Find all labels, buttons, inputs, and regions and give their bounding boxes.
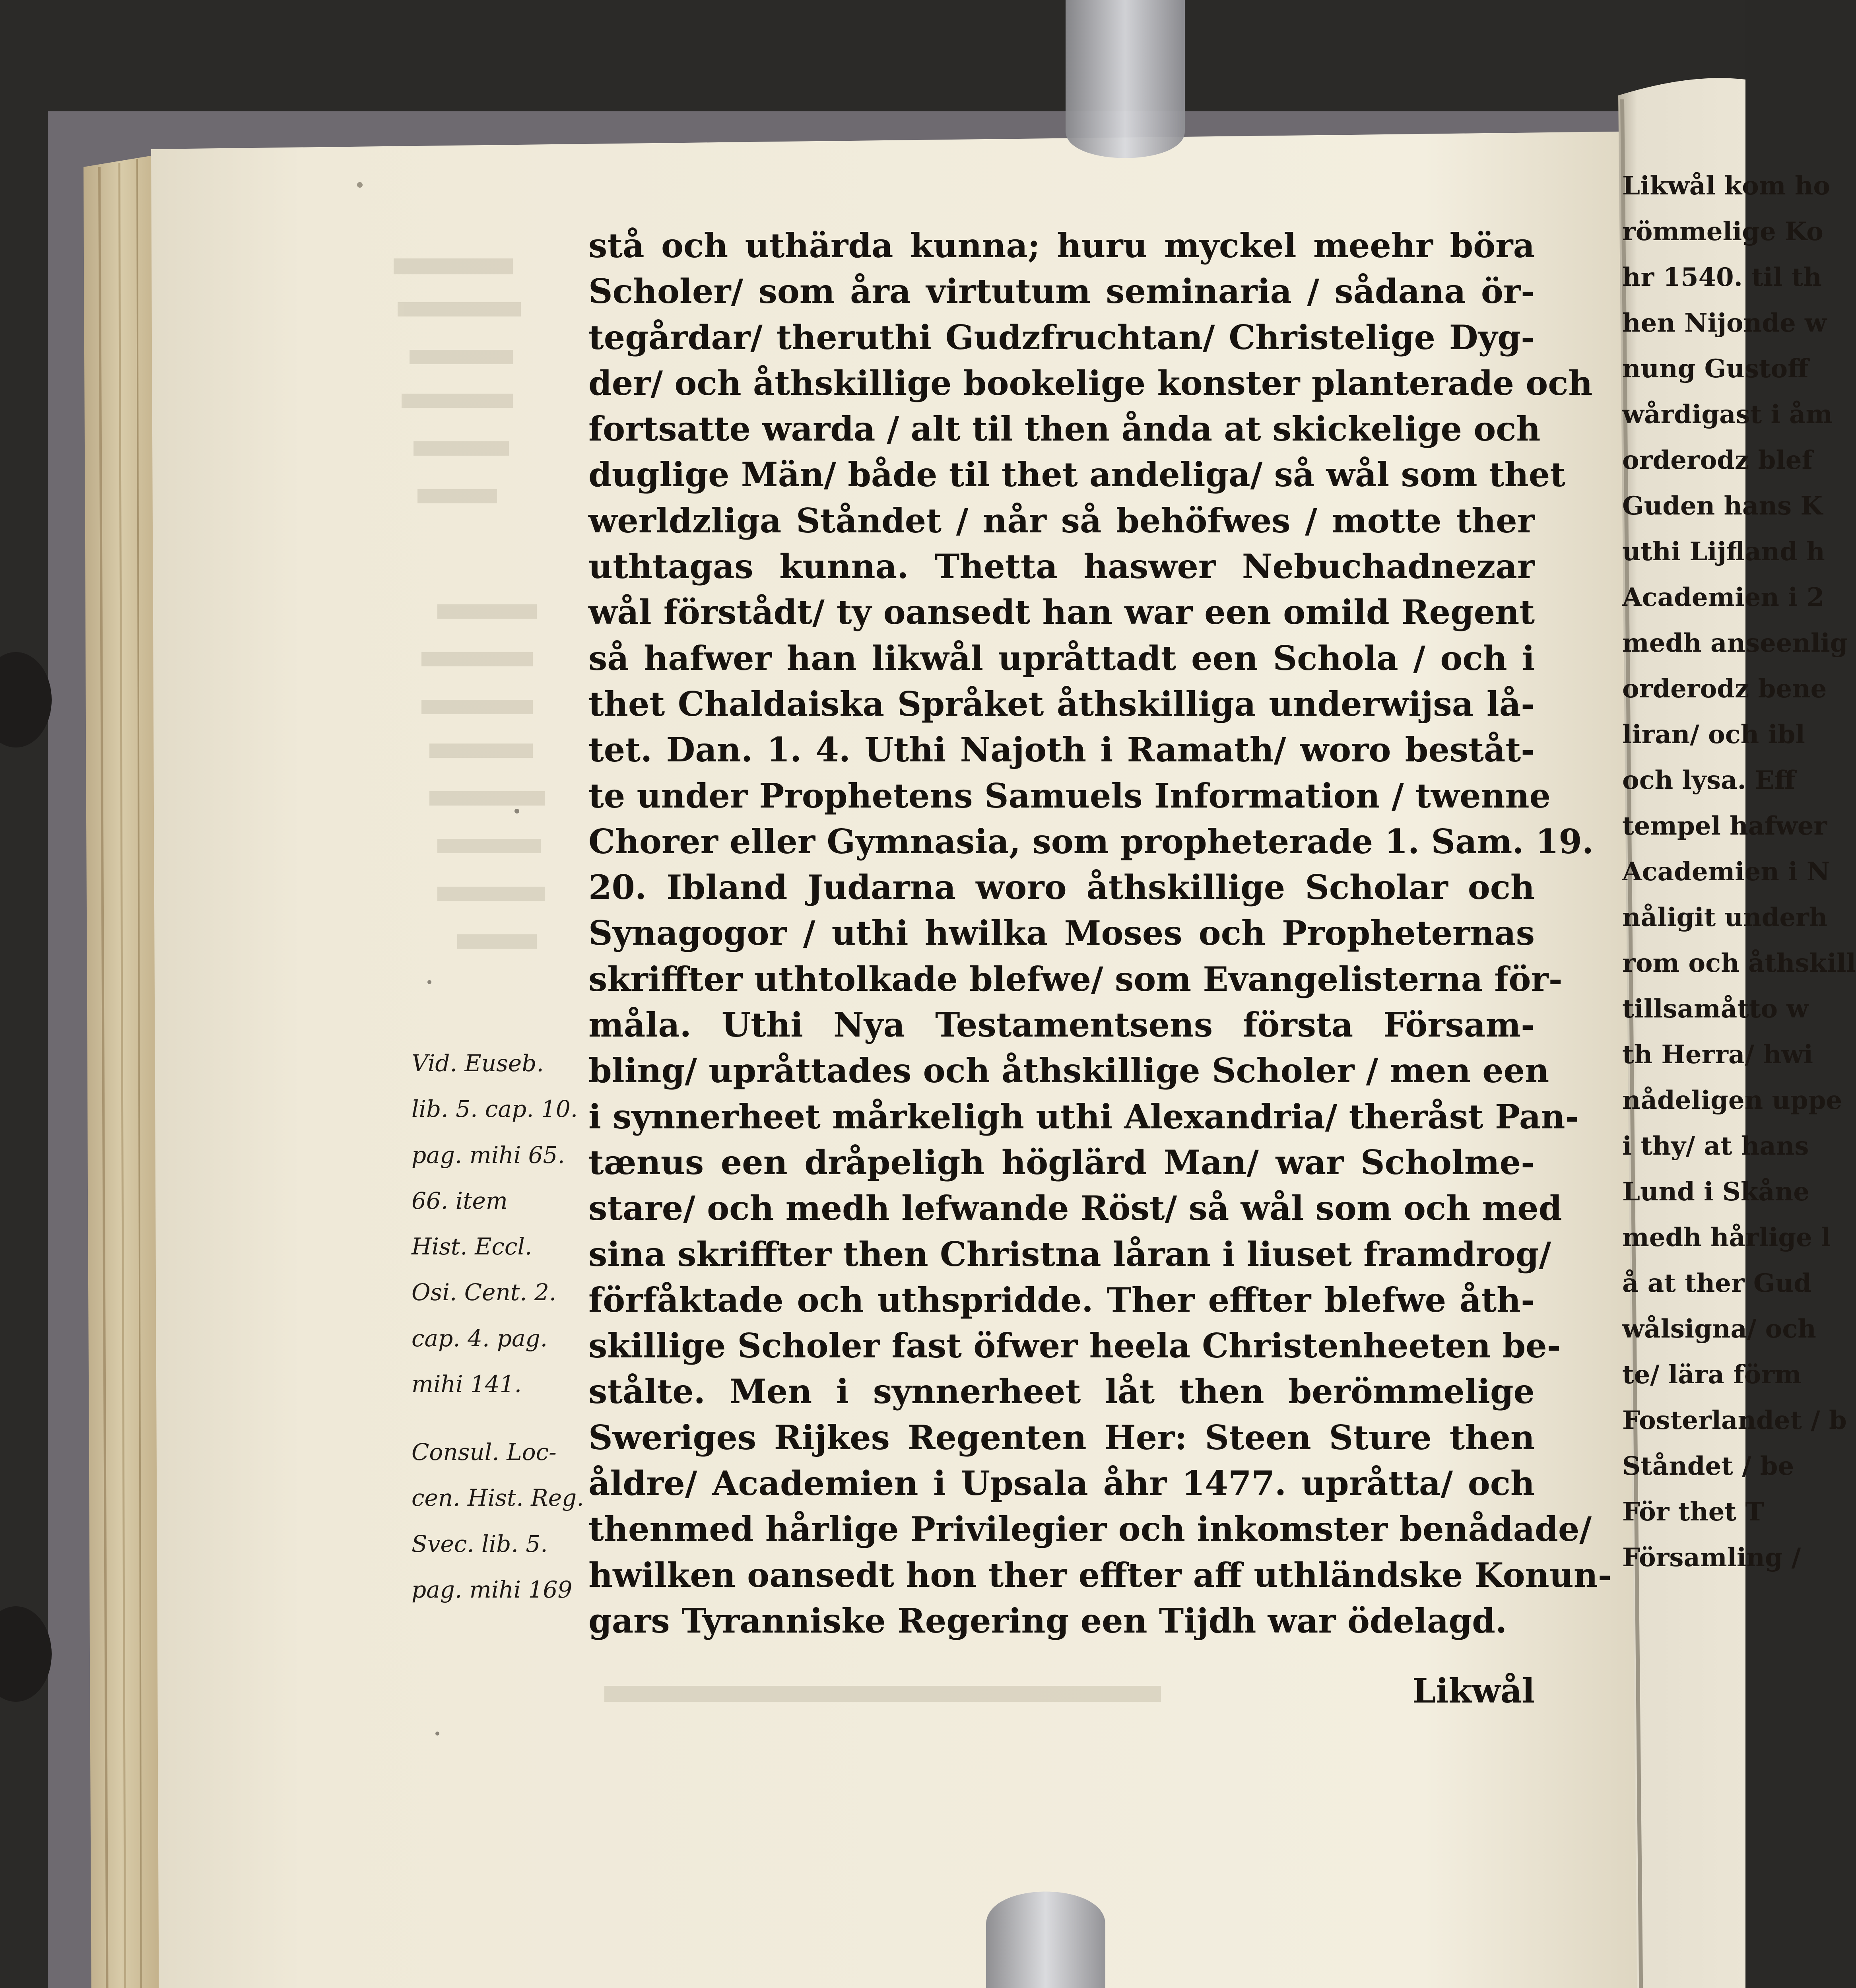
text-line: duglige Män/ både til thet andeliga/ så wål som thet: [588, 455, 1565, 495]
text-line: förfåktade och uthspridde. Ther effter blefwe åth-: [588, 1280, 1535, 1320]
next-page-line: hr 1540. til th: [1622, 262, 1822, 292]
text-line: thet Chaldaiska Språket åthskilliga underwijsa lå-: [588, 684, 1535, 724]
text-line: Sweriges Rijkes Regenten Her: Steen Sture then: [588, 1417, 1535, 1457]
margin-note-line: Vid. Euseb.: [412, 1050, 544, 1077]
margin-note-line: mihi 141.: [412, 1371, 522, 1398]
margin-note-line: Osi. Cent. 2.: [412, 1279, 557, 1306]
next-page-line: och lysa. Eff: [1622, 765, 1796, 795]
margin-note-line: Hist. Eccl.: [412, 1233, 532, 1260]
text-line: Scholer/ som åra virtutum seminaria / sådana ör-: [588, 272, 1535, 311]
text-line: så hafwer han likwål upråttadt een Schola / och i: [588, 638, 1535, 678]
next-page-line: hen Nijonde w: [1622, 308, 1827, 338]
next-page-line: För thet T: [1622, 1497, 1764, 1527]
text-line: måla. Uthi Nya Testamentsens första Försam-: [588, 1005, 1535, 1045]
next-page-line: Ståndet / be: [1622, 1451, 1794, 1481]
next-page-line: Likwål kom ho: [1622, 171, 1831, 201]
text-line: thenmed hårlige Privilegier och inkomster benådade/: [588, 1509, 1592, 1549]
margin-note-line: Svec. lib. 5.: [412, 1530, 548, 1557]
text-line: gars Tyranniske Regering een Tijdh war ödelagd.: [588, 1601, 1507, 1640]
next-page-line: nåligit underh: [1622, 903, 1828, 932]
margin-note-line: 66. item: [412, 1187, 508, 1214]
next-page-line: nådeligen uppe: [1622, 1085, 1842, 1115]
text-line: wål förstådt/ ty oansedt han war een omild Regent: [588, 592, 1535, 632]
next-page-line: orderodz blef: [1622, 445, 1813, 475]
next-page-line: Lund i Skåne: [1622, 1177, 1809, 1207]
margin-note-euseb: [412, 1041, 582, 1407]
next-page-line: rom och åthskill: [1622, 948, 1856, 978]
next-page-line: å at ther Gud: [1622, 1268, 1811, 1298]
next-page-line: medh hårlige l: [1622, 1223, 1831, 1252]
text-line: stå och uthärda kunna; huru myckel meehr böra: [588, 226, 1535, 265]
margin-note-line: lib. 5. cap. 10.: [412, 1095, 578, 1123]
next-page-line: wålsigna/ och: [1622, 1314, 1816, 1344]
text-line: åldre/ Academien i Upsala åhr 1477. upråtta/ och: [588, 1464, 1535, 1503]
text-line: stare/ och medh lefwande Röst/ så wål som och med: [588, 1188, 1562, 1228]
next-page-line: th Herra/ hwi: [1622, 1040, 1813, 1070]
text-line: Chorer eller Gymnasia, som propheterade 1. Sam. 19.: [588, 821, 1594, 861]
next-page-line: i thy/ at hans: [1622, 1131, 1809, 1161]
text-line: hwilken oansedt hon ther effter aff uthländske Konun-: [588, 1555, 1612, 1595]
text-line: tegårdar/ theruthi Gudzfruchtan/ Christelige Dyg-: [588, 317, 1535, 357]
text-line: stålte. Men i synnerheet låt then berömmelige: [588, 1372, 1535, 1411]
text-line: te under Prophetens Samuels Information / twenne: [588, 776, 1551, 815]
text-line: sina skriffter then Christna låran i liuset framdrog/: [588, 1234, 1551, 1274]
next-page-line: Fosterlandet / b: [1622, 1406, 1847, 1435]
text-line: tet. Dan. 1. 4. Uthi Najoth i Ramath/ woro beståt-: [588, 730, 1535, 770]
text-line: der/ och åthskillige bookelige konster planterade och: [588, 363, 1593, 403]
next-page-line: te/ lära förm: [1622, 1360, 1802, 1390]
next-page-line: uthi Lijfland h: [1622, 537, 1825, 567]
next-page-line: wårdigast i åm: [1622, 400, 1833, 429]
next-page-line: Academien i N: [1622, 857, 1830, 887]
text-line: werldzliga Ståndet / når så behöfwes / motte ther: [588, 501, 1535, 540]
next-page-line: tempel hafwer: [1622, 811, 1827, 841]
main-text-block: [588, 223, 1612, 1644]
next-page-line: Församling /: [1622, 1543, 1801, 1573]
text-line: i synnerheet mårkeligh uthi Alexandria/ theråst Pan-: [588, 1097, 1579, 1136]
next-page-line: Academien i 2: [1622, 582, 1825, 612]
margin-note-line: cen. Hist. Reg.: [412, 1484, 584, 1512]
text-line: Synagogor / uthi hwilka Moses och Propheternas: [588, 913, 1535, 953]
next-page-line: orderodz bene: [1622, 674, 1827, 704]
next-page-line: medh anseenlig: [1622, 628, 1848, 658]
catchword: Likwål: [1412, 1671, 1535, 1710]
margin-note-loccen: [412, 1429, 582, 1613]
next-page-fragment: [1622, 163, 1856, 1738]
next-page-line: römmelige Ko: [1622, 217, 1823, 247]
text-line: skillige Scholer fast öfwer heela Christenheeten be-: [588, 1326, 1561, 1366]
text-line: skriffter uthtolkade blefwe/ som Evangelisterna för-: [588, 959, 1563, 999]
margin-note-line: cap. 4. pag.: [412, 1324, 548, 1352]
next-page-line: nung Gustoff: [1622, 354, 1809, 384]
next-page-line: liran/ och ibl: [1622, 720, 1805, 749]
text-line: bling/ upråttades och åthskillige Scholer / men een: [588, 1051, 1549, 1091]
text-line: 20. Ibland Judarna woro åthskillige Scholar och: [588, 868, 1535, 907]
next-page-line: Guden hans K: [1622, 491, 1823, 521]
text-line: fortsatte warda / alt til then ånda at skickelige och: [588, 409, 1541, 449]
margin-note-line: Consul. Loc-: [412, 1439, 557, 1466]
margin-note-line: pag. mihi 169: [412, 1576, 573, 1603]
text-line: uthtagas kunna. Thetta haswer Nebuchadnezar: [588, 547, 1535, 586]
margin-note-line: pag. mihi 65.: [412, 1141, 565, 1169]
next-page-line: tillsamåtto w: [1622, 994, 1809, 1024]
text-line: tænus een dråpeligh höglärd Man/ war Scholme-: [588, 1142, 1535, 1182]
